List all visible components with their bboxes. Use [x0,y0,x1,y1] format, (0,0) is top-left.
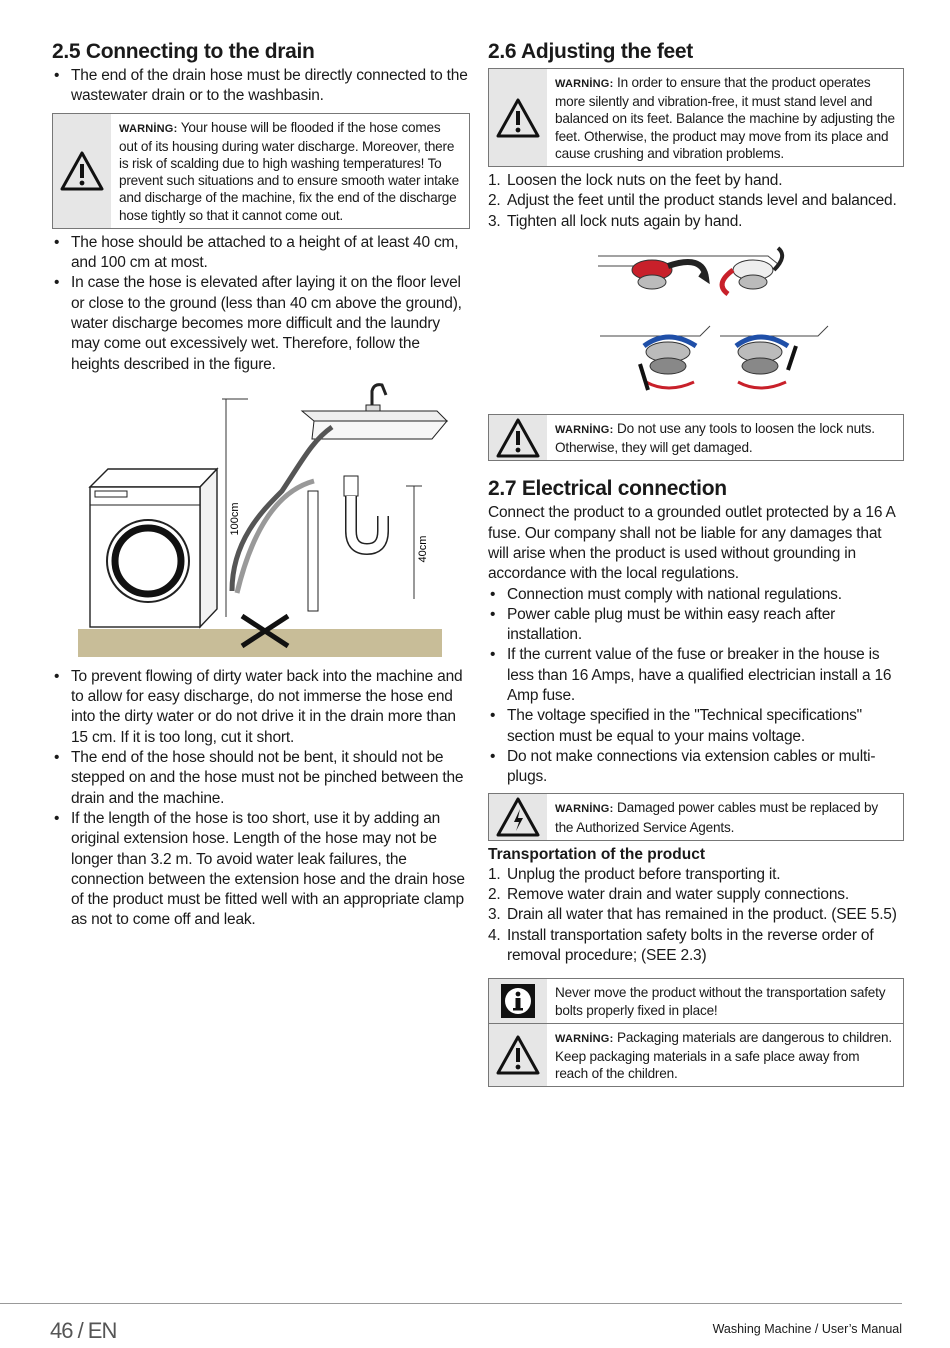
electric-shock-icon [489,794,547,839]
section-2-5-title: 2.5 Connecting to the drain [52,40,315,63]
list-item: • The end of the drain hose must be directly connected to the wastewater drain or to the washbasin. [52,66,470,107]
left-column [52,40,470,931]
transport-notice-group [488,978,904,1087]
list-item: • The hose should be attached to a height of at least 40 cm, and 100 cm at most. [52,233,470,274]
list-item: 3. Drain all water that has remained in the product. (SEE 5.5) [488,906,897,924]
warning-box [488,68,904,167]
list-item: • Connection must comply with national regulations. [488,585,904,605]
foot-adjust-illustration [600,326,828,390]
list-item: • Power cable plug must be within easy reach after installation. [488,605,904,646]
warning-box [488,414,904,461]
warning-icon [489,69,547,166]
foot-loosen-illustration [598,248,782,294]
feet-steps-list [488,171,904,232]
warning-text: WARNİNG: Your house will be flooded if the hose comes out of its housing during water discharge. Moreover, there is risk of scalding due to high washing temperatures! To prevent such situations and to ensure smooth water intake and discharge of the machine, fix the end of the discharge hose tightly so that it cannot come out. [119,119,459,223]
list-item: 4. Install transportation safety bolts in the reverse order of removal procedure; (SEE 2.3) [488,926,874,965]
list-item: • In case the hose is elevated after laying it on the floor level or close to the ground (less than 40 cm above the ground), water discharge becomes more difficult and the laundry may come out excessively wet. Therefore, follow the heights described in the figure. [52,273,470,374]
electrical-warning-box [488,793,904,840]
list-item: 2. Adjust the feet until the product stands level and balanced. [488,192,897,210]
info-box [489,979,903,1023]
warning-text: WARNİNG: Damaged power cables must be replaced by the Authorized Service Agents. [555,800,879,835]
page-number: 46 / EN [50,1318,117,1343]
warning-box [489,1024,903,1087]
warning-text: WARNİNG: Packaging materials are dangerous to children. Keep packaging materials in a safe place away from reach of the children. [555,1029,892,1082]
dimension-label-100cm: 100cm [229,502,241,536]
list-item: • The end of the hose should not be bent, it should not be stepped on and the hose must not be pinched between the drain and the machine. [52,748,470,809]
bullet-list [52,233,470,375]
warning-icon [489,1024,547,1087]
drain-pipe-illustration [308,476,383,611]
warning-icon [53,114,111,228]
electrical-intro: Connect the product to a grounded outlet protected by a 16 A fuse. Our company shall not be liable for any damages that will arise when the product is used without grounding in accordance with the local regulations. [488,504,895,583]
washing-machine-illustration [90,469,217,627]
drain-height-figure [52,381,470,661]
list-item: 1. Loosen the lock nuts on the feet by hand. [488,172,783,190]
footer-divider [0,1303,902,1304]
bullet-list [52,66,470,107]
info-icon [489,979,547,1022]
document-title: Washing Machine / User’s Manual [712,1322,902,1336]
bullet-list [52,667,470,931]
info-text: Never move the product without the transportation safety bolts properly fixed in place! [555,985,886,1018]
warning-box [52,113,470,229]
list-item: 2. Remove water drain and water supply connections. [488,886,849,904]
warning-text: WARNİNG: Do not use any tools to loosen the lock nuts. Otherwise, they will get damaged. [555,420,875,456]
list-item: • If the length of the hose is too short, use it by adding an original extension hose. Length of the hose may not be longer than 3.2 m. To avoid water leak failures, the connection between the extension hose and the drain hose of the product must be fitted well with an appropriate clamp as not to come off and leak. [52,809,470,931]
section-2-7-title: 2.7 Electrical connection [488,477,727,501]
list-item: • Do not make connections via extension cables or multi-plugs. [488,747,904,788]
section-2-6-title: 2.6 Adjusting the feet [488,40,693,63]
transport-steps-list [488,865,904,966]
transport-title: Transportation of the product [488,845,705,863]
list-item: 1. Unplug the product before transporting it. [488,865,781,883]
dimension-label-40cm: 40cm [417,535,429,563]
list-item: • The voltage specified in the "Technical specifications" section must be equal to your mains voltage. [488,706,904,747]
warning-icon [489,415,547,460]
list-item: • To prevent flowing of dirty water back into the machine and to allow for easy discharge, do not immerse the hose end into the dirty water or do not drive it in the drain more than 15 cm. If it is too long, cut it short. [52,667,470,748]
warning-text: WARNİNG: In order to ensure that the product operates more silently and vibration-free, it must stand level and balanced on its feet. Balance the machine by adjusting the feet. Otherwise, the product may move from its place and cause crushing and vibration problems. [555,75,895,161]
list-item: • If the current value of the fuse or breaker in the house is less than 16 Amps, have a qualified electrician install a 16 Amp fuse. [488,645,904,706]
feet-adjust-figure [488,234,904,400]
right-column [488,40,904,1087]
list-item: 3. Tighten all lock nuts again by hand. [488,212,743,230]
bullet-list [488,585,904,788]
